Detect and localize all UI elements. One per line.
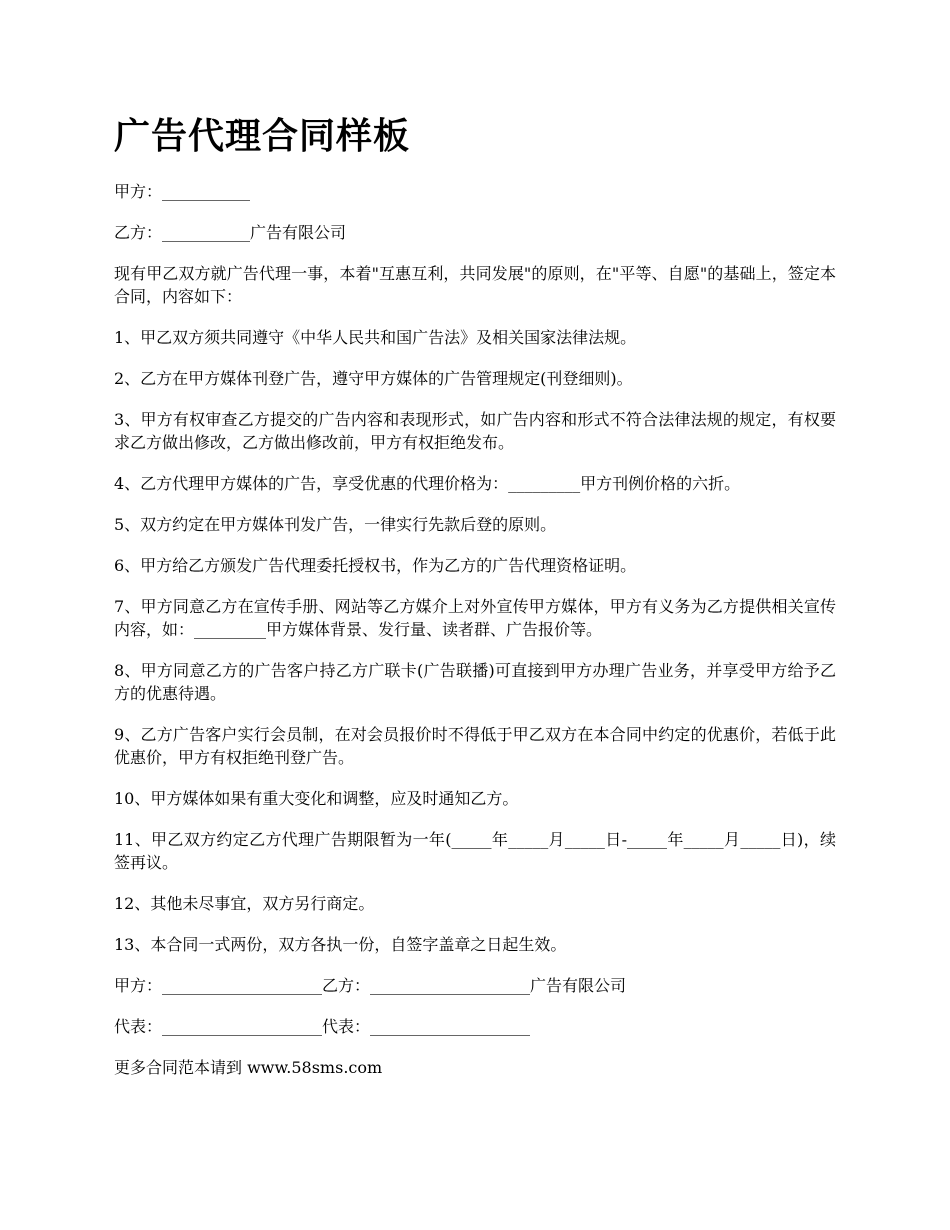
clause-13: 13、本合同一式两份，双方各执一份，自签字盖章之日起生效。 [114,935,567,954]
clause-11: 11、甲乙双方约定乙方代理广告期限暂为一年(_____年_____月_____日-_____年_____月_____日)，续签再议。 [114,830,836,872]
clause-9: 9、乙方广告客户实行会员制，在对会员报价时不得低于甲乙双方在本合同中约定的优惠价，若低于此优惠价，甲方有权拒绝刊登广告。 [114,725,836,767]
party-b-line: 乙方：___________广告有限公司 [114,223,347,242]
clause-4: 4、乙方代理甲方媒体的广告，享受优惠的代理价格为：_________甲方刊例价格的六折。 [114,474,741,493]
contract-document [114,112,836,1079]
preamble-paragraph: 现有甲乙双方就广告代理一事，本着"互惠互利，共同发展"的原则，在"平等、自愿"的基础上，签定本合同，内容如下： [114,264,836,306]
signature-representatives-line: 代表：____________________代表：____________________ [114,1017,531,1036]
clause-8: 8、甲方同意乙方的广告客户持乙方广联卡(广告联播)可直接到甲方办理广告业务，并享受甲方给予乙方的优惠待遇。 [114,661,836,703]
clause-6: 6、甲方给乙方颁发广告代理委托授权书，作为乙方的广告代理资格证明。 [114,556,637,575]
clause-5: 5、双方约定在甲方媒体刊发广告，一律实行先款后登的原则。 [114,515,557,534]
document-title: 广告代理合同样板 [114,116,411,157]
clause-1: 1、甲乙双方须共同遵守《中华人民共和国广告法》及相关国家法律法规。 [114,328,637,347]
clause-12: 12、其他未尽事宜，双方另行商定。 [114,894,375,913]
signature-parties-line: 甲方：____________________乙方：____________________广告有限公司 [114,976,627,995]
clause-3: 3、甲方有权审查乙方提交的广告内容和表现形式，如广告内容和形式不符合法律法规的规定，有权要求乙方做出修改，乙方做出修改前，甲方有权拒绝发布。 [114,410,836,452]
party-a-line: 甲方：___________ [114,182,251,201]
clause-10: 10、甲方媒体如果有重大变化和调整，应及时通知乙方。 [114,789,519,808]
clause-7: 7、甲方同意乙方在宣传手册、网站等乙方媒介上对外宣传甲方媒体，甲方有义务为乙方提供相关宣传内容，如：_________甲方媒体背景、发行量、读者群、广告报价等。 [114,597,836,639]
clause-2: 2、乙方在甲方媒体刊登广告，遵守甲方媒体的广告管理规定(刊登细则)。 [114,369,633,388]
footer-note: 更多合同范本请到 www.58sms.com [114,1058,383,1077]
